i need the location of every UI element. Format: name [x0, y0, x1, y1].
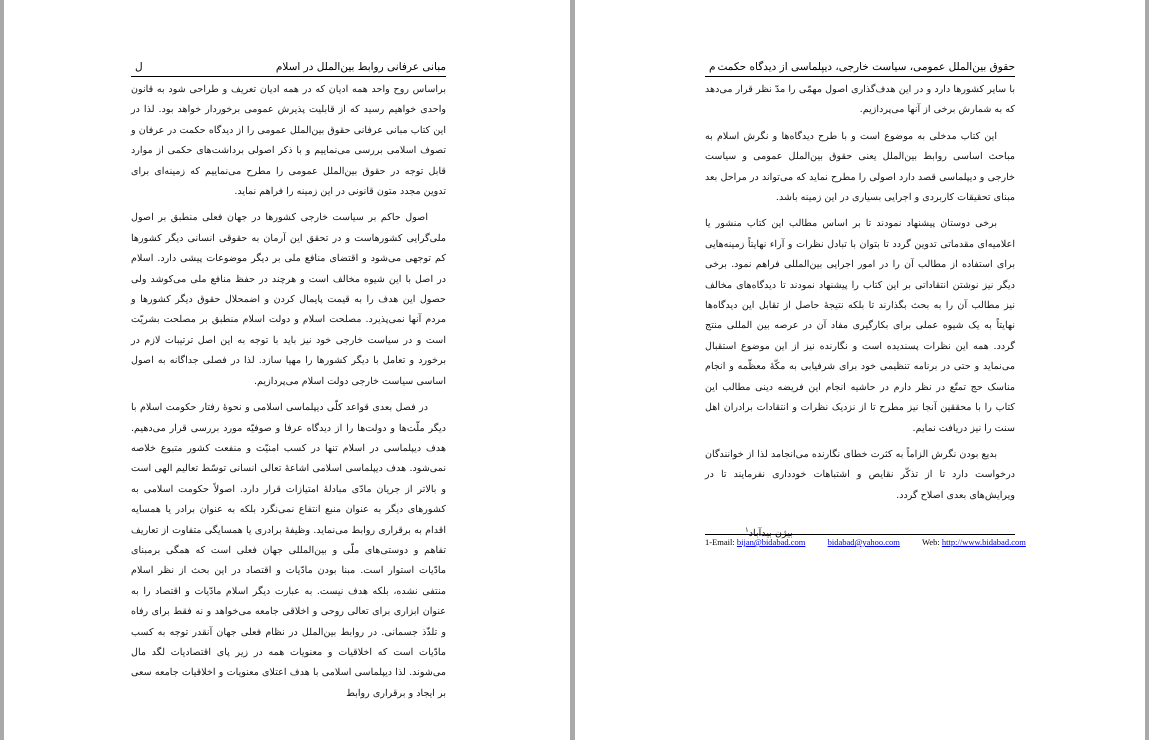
right-page-number: م — [709, 61, 716, 73]
left-header-title: مبانی عرفانی روابط بین‌الملل در اسلام — [275, 61, 446, 73]
right-page-body — [705, 80, 1015, 551]
left-paragraph-1: براساس روح واحد همه ادیان که در همه ادیان تعریف و طراحی شود به قانون واحدی خواهیم رسید که از قابلیت پذیرش عمومی برخوردار خواهد بود. لذا در این کتاب مبانی عرفانی حقوق بین‌الملل عمومی را از دیدگاه حکمت در عرفان و تصوف اسلامی بررسی می‌نماییم و با ذکر اصولی برداشت‌های حکمی از موارد قابل توجه در حقوق بین‌الملل عمومی را مطرح می‌نماییم که زمینه‌ای برای تدوین مجدد متون قانونی در این زمینه را فراهم نماید. — [131, 84, 446, 198]
right-header-title: حقوق بین‌الملل عمومی، سیاست خارجی، دیپلماسی از دیدگاه حکمت — [717, 61, 1015, 73]
left-paragraph-2: اصول حاکم بر سیاست خارجی کشورها در جهان فعلی منطبق بر اصول ملی‌گرایی کشورهاست و در تحقق این آرمان به حقوقی انسانی دیگر کشورها کم توجهی می‌شود و اقتضای منافع ملی بر دیگر موضوعات پیشی دارد. اسلام در اصل با این شیوه مخالف است و هرچند در حفظ منافع ملی می‌کوشد ولی حصول این هدف را به قیمت پایمال کردن و اضمحلال حقوق دیگر کشورها و مردم آنها نمی‌پذیرد. مصلحت اسلام و دولت اسلام منطبق بر مصلحت بشریّت است و در سیاست خارجی خود نیز باید با توجه به این اصل ترتیبات لازم در برخورد و تعامل با دیگر کشورها را مهیا سازد. لذا در فصلی جداگانه به اصول اساسی سیاست خارجی دولت اسلام می‌پردازیم. — [131, 212, 446, 387]
left-page-body — [131, 80, 446, 710]
right-paragraph-1: با سایر کشورها دارد و در این هدف‌گذاری اصول مهمّی را مدّ نظر قرار می‌دهد که به شمارش برخی از آنها می‌پردازیم. — [705, 84, 1015, 116]
left-page-number: ل — [135, 61, 143, 73]
right-paragraph-2: این کتاب مدخلی به موضوع است و با طرح دیدگاه‌ها و نگرش اسلام به مباحث اساسی روابط بین‌الملل یعنی حقوق بین‌الملل عمومی و سیاست خارجی و دیپلماسی قصد دارد اصولی را مطرح نماید که می‌تواند در مراحل بعد مبنای تحقیقات کاربردی و اجرایی بسیاری در این زمینه باشد. — [705, 130, 1015, 204]
footnote-email-link-2[interactable]: bidabad@yahoo.com — [827, 537, 900, 547]
right-page-header — [705, 58, 1015, 77]
footnote-web-label: Web: — [922, 537, 940, 547]
footnote-email-label: 1-Email: — [705, 537, 735, 547]
signature-footnote-mark: ۱ — [745, 526, 749, 535]
right-page — [575, 0, 1145, 740]
footnote — [705, 534, 1026, 547]
left-page — [4, 0, 570, 740]
right-paragraph-3: برخی دوستان پیشنهاد نمودند تا بر اساس مطالب این کتاب منشور یا اعلامیه‌ای مقدماتی تدوین گردد تا بتوان با تبادل نظرات و آراء نهایتاً زمینه‌هایی برای استفاده از مطالب آن را در امور اجرایی بین‌المللی فراهم نمود. برخی دیگر نیز نوشتن انتقاداتی بر این کتاب را پیشنهاد نمودند تا دیدگاه‌های مخالف نیز مطالب آن را به بحث بگذارند تا بلکه نتیجۀ حاصل از تقابل این دیدگاه‌ها نهایتاً به یک شیوه عملی برای بکارگیری مفاد آن در عرصه بین المللی منتج گردد. همه این نظرات پسندیده است و نگارنده نیز از این موضوع استقبال می‌نماید و حتی در برنامه تنظیمی خود برای شرفیابی به مکّۀ معظّمه و انجام مناسک حج تمتّع در نظر دارم در حاشیه انجام این فریضه دینی مطالب این کتاب را با محققین آنجا نیز مطرح تا از نزدیک نظرات و انتقادات برادران اهل سنت را نیز دریافت نمایم. — [705, 218, 1015, 434]
footnote-web-link[interactable]: http://www.bidabad.com — [941, 537, 1026, 547]
signature-name: بیژن بیدآباد — [748, 528, 793, 540]
left-paragraph-3: در فصل بعدی قواعد کلّی دیپلماسی اسلامی و نحوۀ رفتار حکومت اسلام با دیگر ملّت‌ها و دولت‌ها را از دیدگاه عرفا و صوفیّه مورد بررسی قرار می‌دهیم. هدف دیپلماسی در اسلام تنها در کسب امنیّت و منفعت کشور متبوع خلاصه نمی‌شود. هدف دیپلماسی اسلامی اشاعۀ تعالی انسانی توسّط تعالیم الهی است و بالاتر از جریان مادّی مبادلۀ امتیازات قرار دارد. اصولاً حکومت اسلامی به کشورهای دیگر به عنوان منبع انتفاع نمی‌نگرد بلکه به عنوان برادر یا همسایه اقدام به برقراری روابط می‌نماید. وظیفۀ برادری یا همسایگی متفاوت از تعاریف تفاهم و دوستی‌های ملّی و بین‌المللی جهان فعلی است که همگی برمبنای مادّیات استوار است. مبنا بودن مادّیات و اقتصاد در این بحث از نظر اسلام منتفی نشده، بلکه هدف نیست. به عبارت دیگر اسلام مادّیات و اقتصاد را به عنوان ابزاری برای تعالی روحی و اخلاقی جامعه می‌خواهد و نه فقط برای رفاه و تلذّذ جسمانی. در روابط بین‌الملل در نظام فعلی جهان آنقدر توجه به کسب مادّیات است که اخلاقیات و معنویات همه در زیر پای اقتصادیات لگد مال می‌شوند. لذا دیپلماسی اسلامی با هدف اعتلای معنویات و اخلاقیات جامعه سعی بر ایجاد و برقراری روابط — [131, 402, 446, 699]
left-page-header — [131, 58, 446, 77]
right-paragraph-4: بدیع بودن نگرش الزاماً به کثرت خطای نگارنده می‌انجامد لذا از خوانندگان درخواست دارد تا از تذکّر نقایص و اشتباهات خودداری نفرمایند تا در ویرایش‌های بعدی اصلاح گردد. — [705, 448, 1015, 501]
footnote-email-link-1[interactable]: bijan@bidabad.com — [736, 537, 806, 547]
